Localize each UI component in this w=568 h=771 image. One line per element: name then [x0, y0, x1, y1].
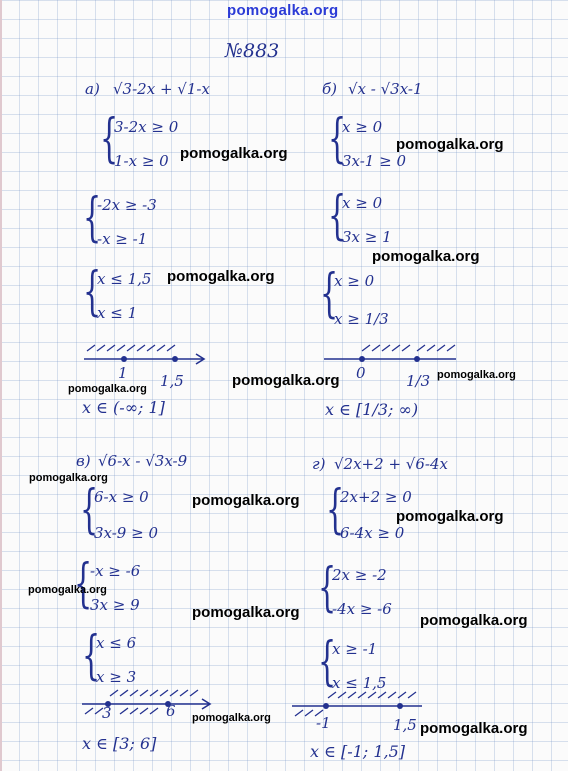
part-v-s3-line1: x ≤ 6: [96, 634, 137, 652]
watermark: pomogalka.org: [192, 492, 300, 509]
part-g-tick-1: -1: [316, 714, 331, 732]
part-b-s2-line2: 3x ≥ 1: [342, 228, 392, 246]
watermark: pomogalka.org: [29, 472, 108, 484]
part-b-s3-line2: x ≥ 1/3: [334, 310, 389, 328]
part-b-s1-line2: 3x-1 ≥ 0: [342, 152, 406, 170]
part-a-s2-line1: -2x ≥ -3: [97, 196, 157, 214]
part-a-expression: √3-2x + √1-x: [113, 80, 210, 98]
part-g-s1-line1: 2x+2 ≥ 0: [340, 488, 412, 506]
part-a-s2-line2: -x ≥ -1: [97, 230, 148, 248]
part-g-s2-line1: 2x ≥ -2: [332, 566, 387, 584]
watermark: pomogalka.org: [192, 712, 271, 724]
watermark: pomogalka.org: [28, 584, 107, 596]
part-g-brace-2: {: [318, 558, 337, 618]
part-g-brace-3: {: [318, 632, 337, 692]
watermark: pomogalka.org: [167, 268, 275, 285]
margin-line: [0, 0, 2, 771]
watermark: pomogalka.org: [396, 508, 504, 525]
part-a-answer: x ∈ (-∞; 1]: [82, 398, 165, 417]
problem-number: №883: [225, 40, 280, 62]
part-a-brace-1: {: [100, 109, 119, 169]
part-a-s1-line2: 1-x ≥ 0: [114, 152, 169, 170]
part-v-brace-1: {: [80, 480, 99, 540]
part-b-tick-2: 1/3: [406, 372, 431, 390]
part-g-s1-line2: 6-4x ≥ 0: [340, 524, 405, 542]
part-g-s2-line2: -4x ≥ -6: [332, 600, 392, 618]
part-v-s1-line2: 3x-9 ≥ 0: [94, 524, 158, 542]
part-b-label: б): [322, 80, 338, 98]
part-a-s1-line1: 3-2x ≥ 0: [114, 118, 179, 136]
part-b-s3-line1: x ≥ 0: [334, 272, 375, 290]
part-a-tick-2: 1,5: [160, 372, 184, 390]
part-a-tick-1: 1: [118, 364, 128, 382]
watermark: pomogalka.org: [420, 720, 528, 737]
watermark: pomogalka.org: [420, 612, 528, 629]
part-v-tick-1: 3: [102, 704, 112, 722]
part-b-expression: √x - √3x-1: [348, 80, 423, 98]
watermark: pomogalka.org: [68, 383, 147, 395]
part-a-number-line: [82, 345, 212, 375]
part-g-s3-line1: x ≥ -1: [332, 640, 378, 658]
part-v-tick-2: 6: [166, 702, 176, 720]
watermark: pomogalka.org: [232, 372, 340, 389]
watermark: pomogalka.org: [396, 136, 504, 153]
part-b-brace-3: {: [320, 264, 339, 324]
part-v-s1-line1: 6-x ≥ 0: [94, 488, 149, 506]
part-v-expression: √6-x - √3x-9: [98, 452, 188, 470]
part-v-s2-line1: -x ≥ -6: [90, 562, 141, 580]
watermark: pomogalka.org: [437, 369, 516, 381]
part-a-s3-line1: x ≤ 1,5: [97, 270, 152, 288]
part-v-answer: x ∈ [3; 6]: [82, 734, 157, 753]
part-a-brace-3: {: [83, 262, 102, 322]
part-b-answer: x ∈ [1/3; ∞): [325, 400, 419, 419]
part-v-label: в): [76, 452, 91, 470]
part-v-brace-2: {: [74, 554, 93, 614]
watermark: pomogalka.org: [372, 248, 480, 265]
part-v-s2-line2: 3x ≥ 9: [90, 596, 140, 614]
part-g-tick-2: 1,5: [393, 716, 417, 734]
part-a-brace-2: {: [83, 188, 102, 248]
part-b-brace-1: {: [328, 109, 347, 169]
watermark: pomogalka.org: [192, 604, 300, 621]
part-a-s3-line2: x ≤ 1: [97, 304, 138, 322]
part-b-tick-1: 0: [356, 364, 366, 382]
site-header[interactable]: pomogalka.org: [227, 2, 339, 19]
part-g-s3-line2: x ≤ 1,5: [332, 674, 387, 692]
part-g-label: г): [312, 455, 326, 473]
watermark: pomogalka.org: [180, 145, 288, 162]
part-g-answer: x ∈ [-1; 1,5]: [310, 742, 406, 761]
part-g-brace-1: {: [326, 480, 345, 540]
part-b-s1-line1: x ≥ 0: [342, 118, 383, 136]
part-g-expression: √2x+2 + √6-4x: [334, 455, 448, 473]
part-b-brace-2: {: [328, 186, 347, 246]
part-b-s2-line1: x ≥ 0: [342, 194, 383, 212]
part-a-label: а): [85, 80, 100, 98]
part-v-brace-3: {: [82, 626, 101, 686]
part-v-s3-line2: x ≥ 3: [96, 668, 137, 686]
